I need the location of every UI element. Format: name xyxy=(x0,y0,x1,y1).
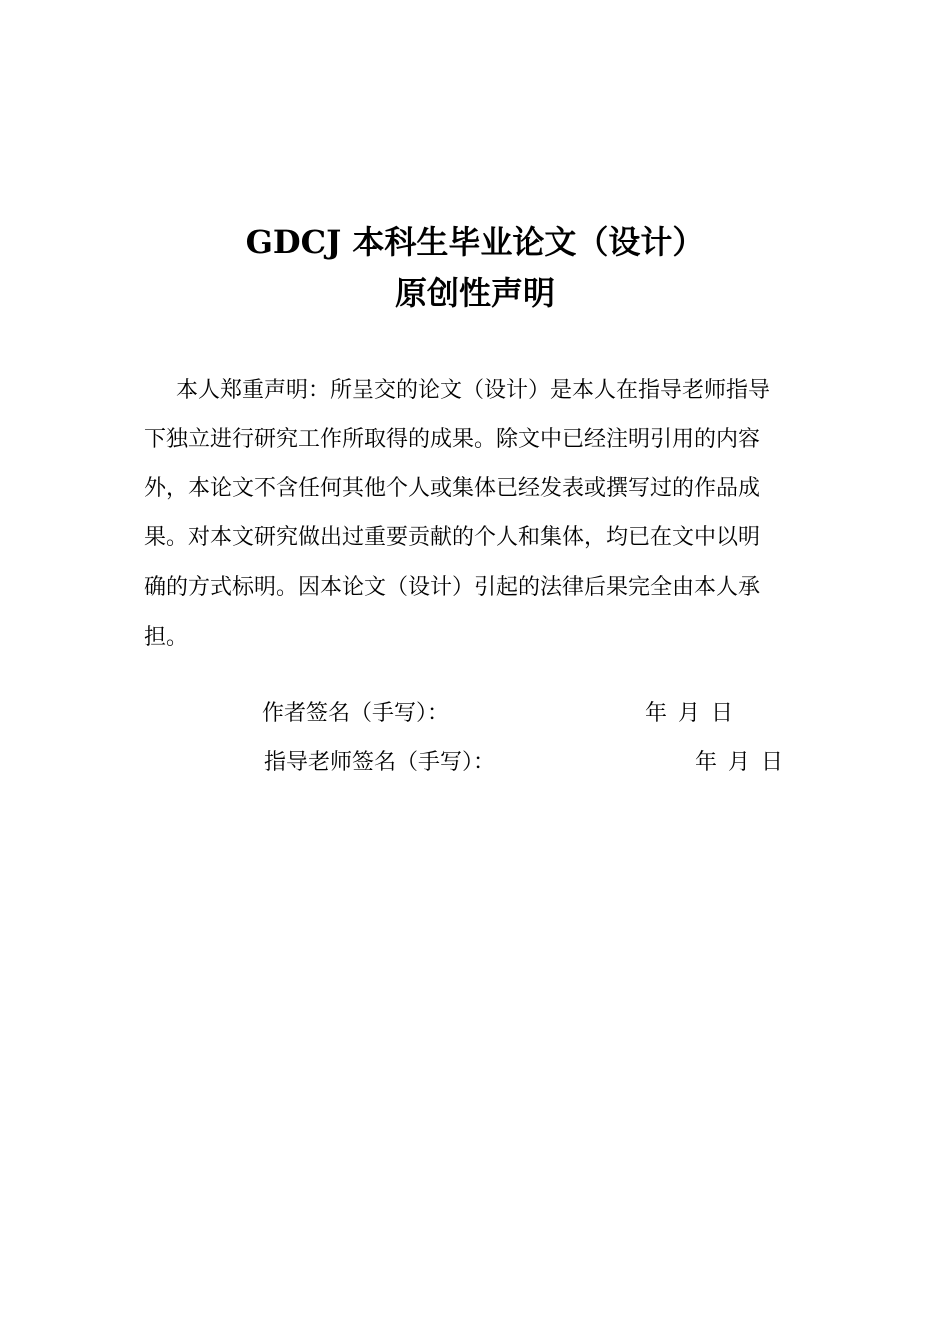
advisor-date-label: 年 月 日 xyxy=(695,750,783,775)
statement-line: 果。对本文研究做出过重要贡献的个人和集体，均已在文中以明 xyxy=(144,525,761,550)
document-subtitle: 原创性声明 xyxy=(394,274,555,312)
statement-line: 下独立进行研究工作所取得的成果。除文中已经注明引用的内容 xyxy=(144,427,761,452)
statement-line: 担。 xyxy=(144,625,189,650)
author-date-label: 年 月 日 xyxy=(645,701,733,726)
statement-line: 外，本论文不含任何其他个人或集体已经发表或撰写过的作品成 xyxy=(144,476,761,501)
author-signature-label: 作者签名（手写）： xyxy=(262,701,450,726)
document-title: GDCJ 本科生毕业论文（设计） xyxy=(245,223,705,261)
statement-line: 本人郑重声明：所呈交的论文（设计）是本人在指导老师指导 xyxy=(176,378,771,403)
statement-line: 确的方式标明。因本论文（设计）引起的法律后果完全由本人承 xyxy=(144,575,761,600)
advisor-signature-label: 指导老师签名（手写）： xyxy=(264,750,496,775)
